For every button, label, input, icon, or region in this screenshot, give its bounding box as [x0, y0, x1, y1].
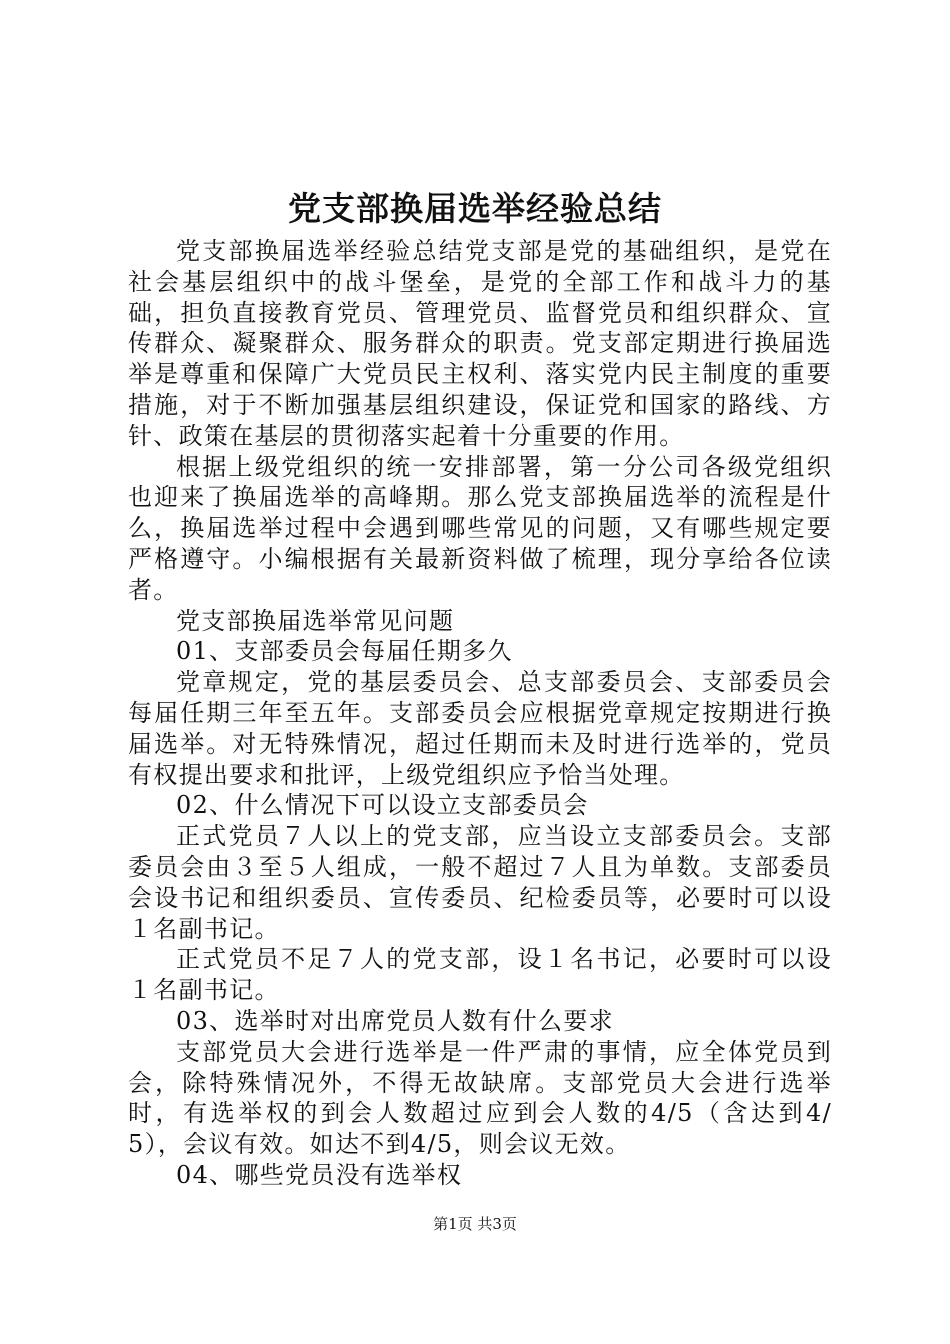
page-footer: 第1页 共3页	[433, 1215, 517, 1233]
document-title: 党支部换届选举经验总结	[288, 189, 662, 228]
section-heading-common-questions: 党支部换届选举常见问题	[176, 606, 455, 635]
answer-paragraph-01: 党章规定，党的基层委员会、总支部委员会、支部委员会每届任期三年至五年。支部委员会应根据党章规定按期进行换届选举。对无特殊情况，超过任期而未及时进行选举的，党员有权提出要求和批评，上级党组织应予恰当处理。	[128, 668, 832, 789]
answer-paragraph-02a: 正式党员７人以上的党支部，应当设立支部委员会。支部委员会由３至５人组成，一般不超过７人且为单数。支部委员会设书记和组织委员、宣传委员、纪检委员等，必要时可以设１名副书记。	[128, 822, 832, 943]
paragraph-intro: 党支部换届选举经验总结党支部是党的基础组织，是党在社会基层组织中的战斗堡垒，是党的全部工作和战斗力的基础，担负直接教育党员、管理党员、监督党员和组织群众、宣传群众、凝聚群众、服务群众的职责。党支部定期进行换届选举是尊重和保障广大党员民主权利、落实党内民主制度的重要措施，对于不断加强基层组织建设，保证党和国家的路线、方针、政策在基层的贯彻落实起着十分重要的作用。	[128, 237, 832, 450]
answer-paragraph-03: 支部党员大会进行选举是一件严肃的事情，应全体党员到会，除特殊情况外，不得无故缺席。支部党员大会进行选举时，有选举权的到会人数超过应到会人数的4/5（含达到4/5），会议有效。如达不到4/5，则会议无效。	[128, 1037, 832, 1159]
question-heading-01: 01、支部委员会每届任期多久	[176, 637, 513, 666]
answer-paragraph-02b: 正式党员不足７人的党支部，设１名书记，必要时可以设１名副书记。	[128, 945, 832, 1005]
paragraph-background: 根据上级党组织的统一安排部署，第一分公司各级党组织也迎来了换届选举的高峰期。那么党支部换届选举的流程是什么，换届选举过程中会遇到哪些常见的问题，又有哪些规定要严格遵守。小编根据有关最新资料做了梳理，现分享给各位读者。	[128, 452, 832, 604]
question-heading-03: 03、选举时对出席党员人数有什么要求	[176, 1006, 614, 1035]
question-heading-02: 02、什么情况下可以设立支部委员会	[176, 791, 589, 820]
document-body	[128, 236, 832, 1191]
question-heading-04: 04、哪些党员没有选举权	[176, 1160, 463, 1189]
